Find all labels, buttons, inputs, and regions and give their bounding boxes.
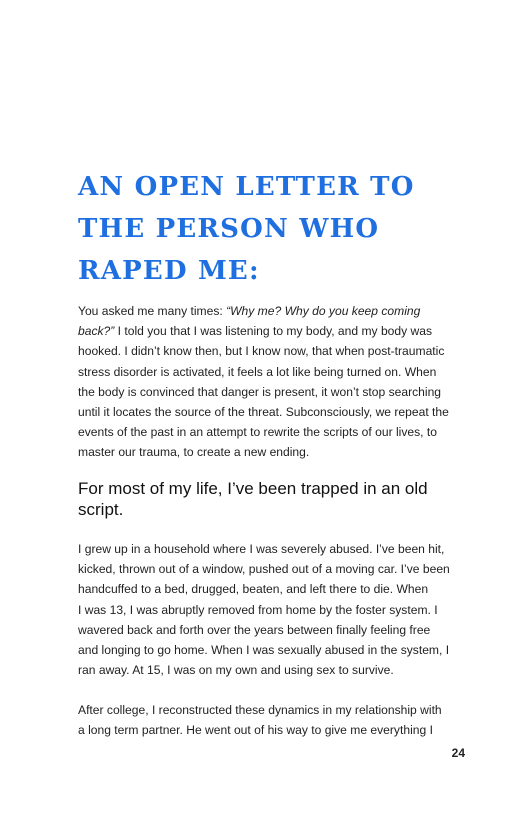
paragraph-2-line-2: kicked, thrown out of a window, pushed out of a moving car. I’ve been (78, 562, 450, 577)
paragraph-2 (78, 539, 468, 680)
chapter-title-line-3: RAPED ME: (78, 256, 260, 286)
subheading-line-2: script. (78, 500, 124, 519)
chapter-title-line-1: AN OPEN LETTER TO (78, 172, 415, 202)
paragraph-3-line-1: After college, I reconstructed these dynamics in my relationship with (78, 703, 442, 717)
paragraph-2-line-5: wavered back and forth over the years between finally feeling free (78, 622, 431, 637)
paragraph-1-line-8: master our trauma, to create a new ending. (78, 445, 310, 460)
paragraph-1-line-7: events of the past in an attempt to rewrite the scripts of our lives, to (78, 425, 437, 440)
paragraph-2-line-1: I grew up in a household where I was severely abused. I’ve been hit, (78, 542, 445, 556)
paragraph-1-after-quote: I told you that I was listening to my body, and my body was (114, 324, 433, 339)
paragraph-1-quote-end: back?” (78, 324, 115, 339)
paragraph-1-line-4: stress disorder is activated, it feels a lot like being turned on. When (78, 364, 437, 379)
subheading-line-1: For most of my life, I’ve been trapped in an old (78, 479, 428, 498)
paragraph-1 (78, 301, 468, 463)
chapter-title (78, 166, 498, 292)
paragraph-2-line-6: and longing to go home. When I was sexually abused in the system, I (78, 643, 450, 658)
paragraph-1-line-6: until it locates the source of the threat. Subconsciously, we repeat the (78, 405, 449, 420)
paragraph-2-line-7: ran away. At 15, I was on my own and using sex to survive. (78, 663, 394, 678)
paragraph-1-quote: “Why me? Why do you keep coming (226, 304, 421, 318)
page-number: 24 (451, 746, 465, 760)
paragraph-1-line-3: hooked. I didn’t know then, but I know now, that when post-traumatic (78, 344, 445, 359)
paragraph-1-intro: You asked me many times: (78, 304, 227, 318)
paragraph-1-line-1 (78, 301, 468, 321)
paragraph-3-line-2: a long term partner. He went out of his way to give me everything I (78, 723, 433, 738)
paragraph-1-line-2 (78, 321, 468, 341)
paragraph-2-line-3: handcuffed to a bed, drugged, beaten, and left there to die. When (78, 582, 429, 597)
paragraph-3 (78, 700, 468, 740)
chapter-title-line-2: THE PERSON WHO (78, 214, 380, 244)
section-subheading (78, 478, 478, 520)
paragraph-2-line-4: I was 13, I was abruptly removed from home by the foster system. I (78, 602, 438, 617)
paragraph-1-line-5: the body is convinced that danger is present, it won’t stop searching (78, 384, 442, 399)
